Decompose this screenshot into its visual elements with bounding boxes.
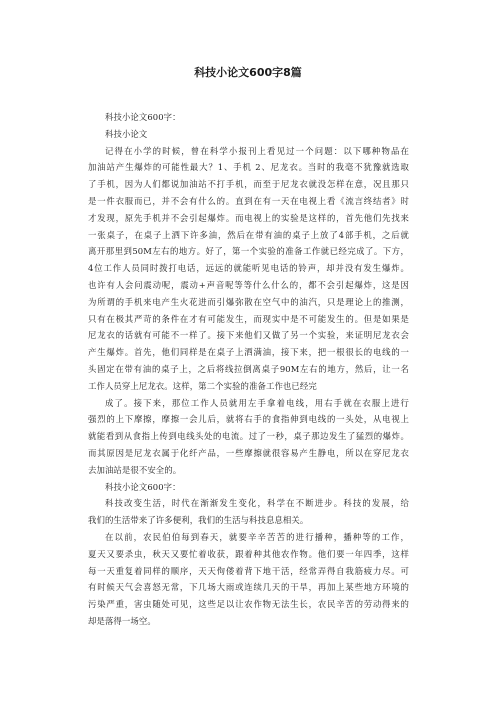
body-line: 科技改变生活，时代在渐渐发生变化，科学在不断进步。科技的发展，给 bbox=[105, 498, 409, 509]
body-line: 一张桌子，在桌子上洒下许多油，然后在带有油的桌子上放了4部手机，之后就 bbox=[88, 229, 409, 240]
body-line: 夏天又要杀虫，秋天又要忙着收获，跟着种其他农作物。他们要一年四季，这样 bbox=[88, 548, 409, 559]
body-line: 而其原因是尼龙衣属于化纤产品，一些摩擦就很容易产生静电，所以在穿尼龙衣 bbox=[88, 447, 409, 458]
body-line: 就能看到从食指上传到电线头处的电流。过了一秒，桌子那边发生了猛烈的爆炸。 bbox=[88, 431, 409, 442]
body-line: 离开那里到50M左右的地方。好了，第一个实验的准备工作就已经完成了。下方， bbox=[88, 246, 409, 257]
body-line: 也许有人会问震动呢，震动+声音呢等等什么什么的，都不会引起爆炸，这是因 bbox=[88, 279, 409, 290]
body-line: 成了。接下来，那位工作人员就用左手拿着电线，用右手就在衣服上进行 bbox=[105, 397, 409, 408]
body-line: 污染严重，害虫随处可见，这些足以让农作物无法生长，农民辛苦的劳动得来的 bbox=[88, 599, 409, 610]
body-line: 科技小论文600字： bbox=[105, 112, 181, 122]
body-line: 4位工作人员同时拨打电话，远远的就能听见电话的铃声，却并没有发生爆炸。 bbox=[88, 263, 409, 274]
document-title: 科技小论文600字8篇 bbox=[194, 66, 302, 79]
body-line: 强烈的上下摩擦，摩擦一会儿后，就将右手的食指伸到电线的一头处，从电视上 bbox=[88, 414, 409, 425]
body-line: 我们的生活带来了许多便利，我们的生活与科技息息相关。 bbox=[88, 515, 309, 526]
body-line: 是一件衣服而已，并不会有什么的。直到在有一天在电视上看《流言终结者》时 bbox=[88, 195, 409, 206]
body-line: 每一天重复着同样的顺序，天天佝偻着背下地干活，经常弄得自我筋疲力尽。可 bbox=[88, 565, 409, 576]
document-body bbox=[88, 109, 409, 630]
body-line: 才发现，原先手机并不会引起爆炸。而电视上的实验是这样的，首先他们先找来 bbox=[88, 212, 409, 223]
body-line: 在以前，农民伯伯每到春天，就要辛辛苦苦的进行播种，播种等的工作， bbox=[105, 531, 409, 542]
body-line: 产生爆炸。首先，他们同样是在桌子上洒满油，接下来，把一根很长的电线的一 bbox=[88, 347, 409, 358]
body-line: 为所谓的手机来电产生火花进而引爆弥散在空气中的油汽，只是理论上的推测， bbox=[88, 296, 409, 307]
body-line: 工作人员穿上尼龙衣。这样，第二个实验的准备工作也已经完 bbox=[88, 380, 317, 391]
body-line: 了手机，因为人们都说加油站不打手机，而至于尼龙衣就没怎样在意，况且那只 bbox=[88, 179, 409, 190]
body-line: 尼龙衣的话就有可能不一样了。接下来他们又做了另一个实验，来证明尼龙衣会 bbox=[88, 330, 409, 341]
body-line: 却是落得一场空。 bbox=[88, 615, 156, 626]
body-line: 头固定在带有油的桌子上，之后将线拉倒离桌子90M左右的地方，然后，让一名 bbox=[88, 363, 409, 374]
body-line: 记得在小学的时候，曾在科学小报刊上看见过一个问题：以下哪种物品在 bbox=[105, 145, 409, 156]
body-line: 科技小论文 bbox=[105, 128, 148, 139]
body-line: 科技小论文600字： bbox=[105, 481, 181, 492]
body-line: 有时候天气会喜怒无常，下几场大雨或连续几天的干旱，再加上某些地方环境的 bbox=[88, 582, 409, 593]
body-line: 去加油站是很不安全的。 bbox=[88, 464, 182, 475]
body-line: 加油站产生爆炸的可能性最大？1、手机 2、尼龙衣。当时的我毫不犹豫就选取 bbox=[88, 162, 409, 173]
body-line: 只有在极其严苛的条件在才有可能发生，而现实中是不可能发生的。但是如果是 bbox=[88, 313, 409, 324]
